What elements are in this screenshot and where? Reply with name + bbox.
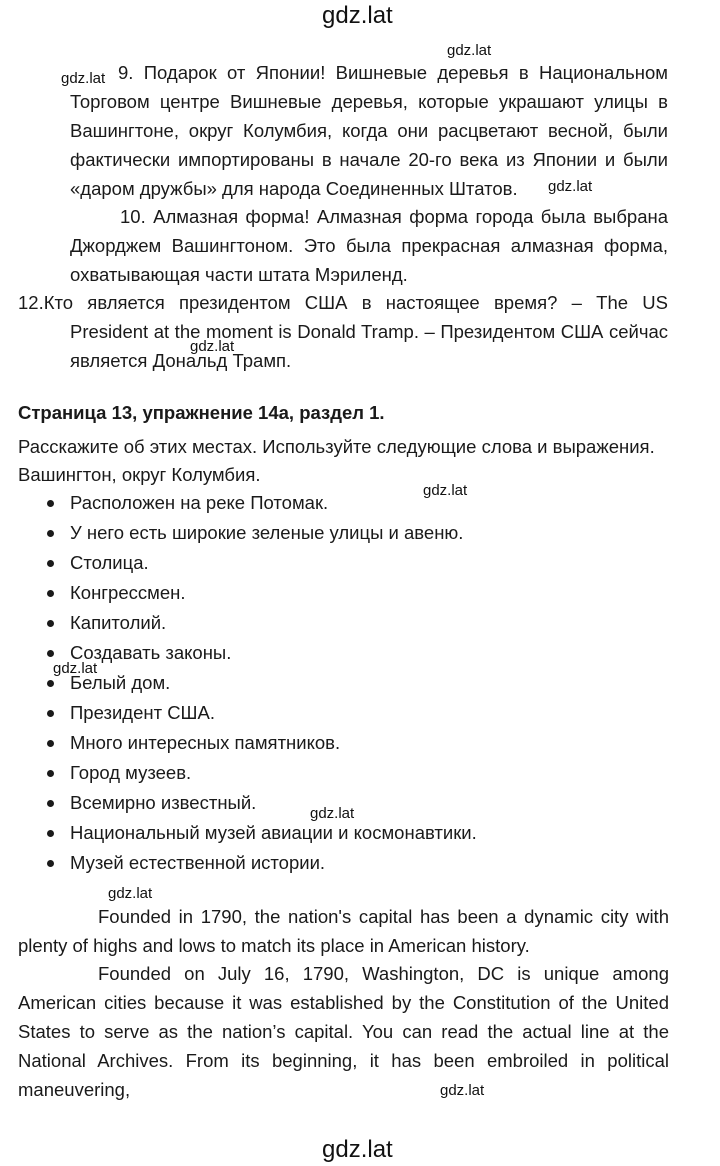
fact-item-9: 9. Подарок от Японии! Вишневые деревья в Национальном Торговом центре Вишневые деревья, которые украшают улицы в Вашингтоне, округ Колумбия, когда они расцветают весной, были фактически импортированы в начале 20-го века из Японии и были «даром дружбы» для народа Соединенных Штатов. — [70, 62, 668, 199]
watermark: gdz.lat — [440, 1082, 485, 1099]
fact-item-10: 10. Алмазная форма! Алмазная форма города была выбрана Джорджем Вашингтоном. Это была прекрасная алмазная форма, охватывающая части штата Мэриленд. — [70, 206, 668, 285]
list-item: Музей естественной истории. — [18, 848, 477, 878]
bullet-icon — [47, 680, 54, 687]
bullet-icon — [47, 500, 54, 507]
list-item: Много интересных памятников. — [18, 728, 477, 758]
bullet-icon — [47, 710, 54, 717]
exercise-instruction: Расскажите об этих местах. Используйте следующие слова и выражения. — [18, 436, 655, 457]
list-item: Всемирно известный. — [18, 788, 477, 818]
bullet-icon — [47, 800, 54, 807]
watermark: gdz.lat — [61, 70, 106, 87]
list-item: У него есть широкие зеленые улицы и авеню. — [18, 518, 477, 548]
watermark: gdz.lat — [423, 482, 468, 499]
bullet-icon — [47, 590, 54, 597]
bullet-icon — [47, 740, 54, 747]
bullet-icon — [47, 530, 54, 537]
bullet-icon — [47, 770, 54, 777]
list-item: Столица. — [18, 548, 477, 578]
bullet-icon — [47, 650, 54, 657]
bullet-icon — [47, 620, 54, 627]
list-item: Президент США. — [18, 698, 477, 728]
site-watermark-top: gdz.lat — [322, 2, 393, 29]
list-item: Город музеев. — [18, 758, 477, 788]
watermark: gdz.lat — [108, 885, 153, 902]
paragraph-1: Founded in 1790, the nation's capital has been a dynamic city with plenty of highs and lows to match its place in American history. — [18, 906, 669, 956]
bullet-icon — [47, 860, 54, 867]
bullet-list — [18, 488, 477, 878]
list-item: Национальный музей авиации и космонавтики. — [18, 818, 477, 848]
watermark: gdz.lat — [53, 660, 98, 677]
list-item: Белый дом. — [18, 668, 477, 698]
paragraph-2: Founded on July 16, 1790, Washington, DC is unique among American cities because it was established by the Constitution of the United States to serve as the nation’s capital. You can read the actual line at the National Archives. From its beginning, it has been embroiled in political maneuvering, — [18, 963, 669, 1100]
list-item: Создавать законы. — [18, 638, 477, 668]
place-name: Вашингтон, округ Колумбия. — [18, 464, 261, 485]
exercise-heading: Страница 13, упражнение 14а, раздел 1. — [18, 402, 385, 423]
site-watermark-bottom: gdz.lat — [322, 1136, 393, 1163]
list-item: Расположен на реке Потомак. — [18, 488, 477, 518]
bullet-icon — [47, 830, 54, 837]
fact-item-12: 12.Кто является президентом США в настоящее время? – The US President at the moment is Donald Tramp. – Президентом США сейчас является Дональд Трамп. — [18, 292, 668, 371]
watermark: gdz.lat — [190, 338, 235, 355]
watermark: gdz.lat — [447, 42, 492, 59]
watermark: gdz.lat — [310, 805, 355, 822]
list-item: Конгрессмен. — [18, 578, 477, 608]
list-item: Капитолий. — [18, 608, 477, 638]
watermark: gdz.lat — [548, 178, 593, 195]
bullet-icon — [47, 560, 54, 567]
